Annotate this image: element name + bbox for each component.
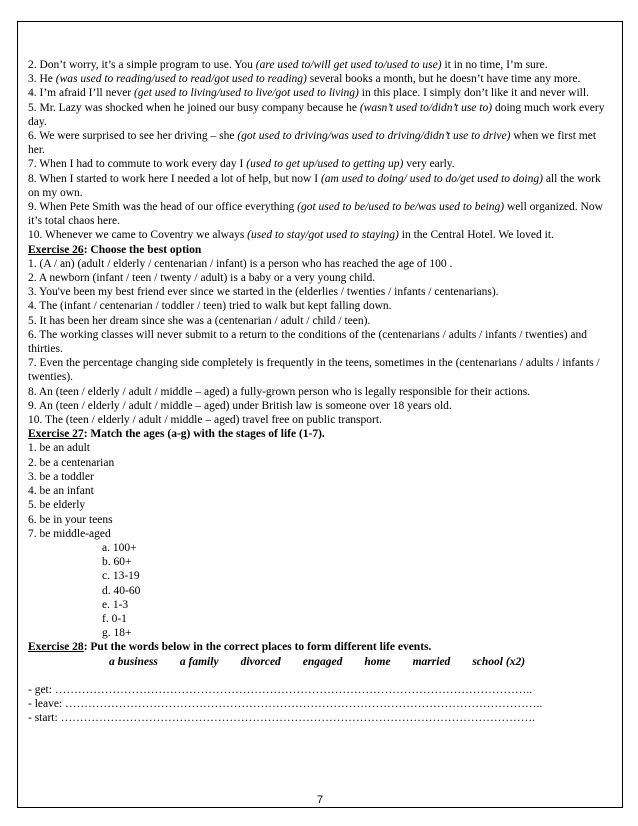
list-item: 4. The (infant / centenarian / toddler / teen) tried to walk but kept falling down.	[28, 300, 392, 313]
list-item: 5. Mr. Lazy was shocked when he joined our busy company because he (wasn’t used to/didn’t use to) doing much work every day.	[28, 101, 605, 128]
list-item: 1. (A / an) (adult / elderly / centenarian / infant) is a person who has reached the age of 100 .	[28, 257, 453, 270]
list-item: b. 60+	[102, 556, 132, 569]
list-item: 7. be middle-aged	[28, 527, 111, 540]
exercise-27-heading	[28, 427, 614, 441]
list-item: 3. be a toddler	[28, 470, 94, 483]
word-bank	[28, 655, 614, 669]
exercise-title: : Put the words below in the correct places to form different life events.	[83, 641, 432, 654]
exercise-28-heading	[28, 640, 614, 654]
exercise-number: Exercise 26	[28, 243, 84, 256]
list-item: 7. When I had to commute to work every day I (used to get up/used to getting up) very early.	[28, 158, 455, 171]
list-item: e. 1-3	[102, 598, 129, 611]
list-item: 9. An (teen / elderly / adult / middle – aged) under British law is someone over 18 years old.	[28, 399, 452, 412]
word-bank-item: school (x2)	[472, 655, 526, 668]
list-item: 8. An (teen / elderly / adult / middle – aged) a fully-grown person who is legally responsible for their actions.	[28, 385, 531, 398]
list-item: 5. It has been her dream since she was a (centenarian / adult / child / teen).	[28, 314, 371, 327]
word-bank-item: a family	[179, 655, 219, 668]
list-item: 7. Even the percentage changing side completely is frequently in the teens, sometimes in the (centenarians / adults / infants / twenties).	[28, 357, 600, 384]
word-bank-item: engaged	[302, 655, 343, 668]
exercise-number: Exercise 28	[28, 641, 84, 654]
list-item: 2. A newborn (infant / teen / twenty / adult) is a baby or a very young child.	[28, 272, 376, 285]
exercise-number: Exercise 27	[28, 428, 84, 441]
list-item: 10. The (teen / elderly / adult / middle – aged) travel free on public transport.	[28, 414, 382, 427]
list-item: 2. be a centenarian	[28, 456, 115, 469]
list-item: f. 0-1	[102, 612, 127, 625]
list-item: 3. He (was used to reading/used to read/got used to reading) several books a month, but he doesn’t have time any more.	[28, 73, 581, 86]
word-bank-item: divorced	[240, 655, 281, 668]
word-bank-item: home	[364, 655, 391, 668]
list-item: d. 40-60	[102, 584, 141, 597]
list-item: 1. be an adult	[28, 442, 90, 455]
fill-line-start: - start: …………………………………………………………………………………………………………….	[28, 712, 535, 725]
fill-line-get: - get: ……………………………………………………………………………………………………………..	[28, 683, 533, 696]
list-item: 6. be in your teens	[28, 513, 113, 526]
stages-list	[28, 441, 614, 540]
list-item: 2. Don’t worry, it’s a simple program to use. You (are used to/will get used to/used to use) it in no time, I’m sure.	[28, 59, 548, 71]
exercise-26-heading	[28, 243, 614, 257]
list-item: 10. Whenever we came to Coventry we always (used to stay/got used to staying) in the Central Hotel. We loved it.	[28, 229, 554, 242]
list-item: 6. We were surprised to see her driving – she (got used to driving/was used to driving/didn’t use to drive) when we first met her.	[28, 130, 597, 157]
exercise-25-list	[28, 58, 614, 243]
fill-line-leave: - leave: ……………………………………………………………………………………………………………..	[28, 697, 543, 710]
list-item: c. 13-19	[102, 570, 140, 583]
list-item: 4. I’m afraid I’ll never (get used to living/used to live/got used to living) in this place. I simply don’t like it and never will.	[28, 87, 589, 100]
list-item: a. 100+	[102, 541, 137, 554]
list-item: 8. When I started to work here I needed a lot of help, but now I (am used to doing/ used to do/get used to doing) all the work on my own.	[28, 172, 601, 199]
list-item: 9. When Pete Smith was the head of our office everything (got used to be/used to be/was used to being) well organized. Now it’s total chaos here.	[28, 201, 603, 228]
list-item: 3. You've been my best friend ever since we started in the (elderlies / twenties / infants / centenarians).	[28, 286, 499, 299]
exercise-title: : Match the ages (a-g) with the stages of life (1-7).	[83, 428, 325, 441]
document-page	[17, 21, 623, 808]
spacer	[28, 669, 614, 683]
exercise-26-list	[28, 257, 614, 427]
word-bank-item: married	[412, 655, 451, 668]
list-item: 5. be elderly	[28, 499, 86, 512]
list-item: 4. be an infant	[28, 485, 94, 498]
page-number: 7	[316, 794, 324, 806]
word-bank-item: a business	[109, 655, 158, 668]
list-item: 6. The working classes will never submit to a return to the conditions of the (centenarians / adults / infants / twenties) and thirties.	[28, 328, 588, 356]
ages-list	[28, 541, 614, 640]
list-item: g. 18+	[102, 627, 132, 640]
document-body	[28, 58, 614, 725]
exercise-title: : Choose the best option	[83, 243, 202, 256]
